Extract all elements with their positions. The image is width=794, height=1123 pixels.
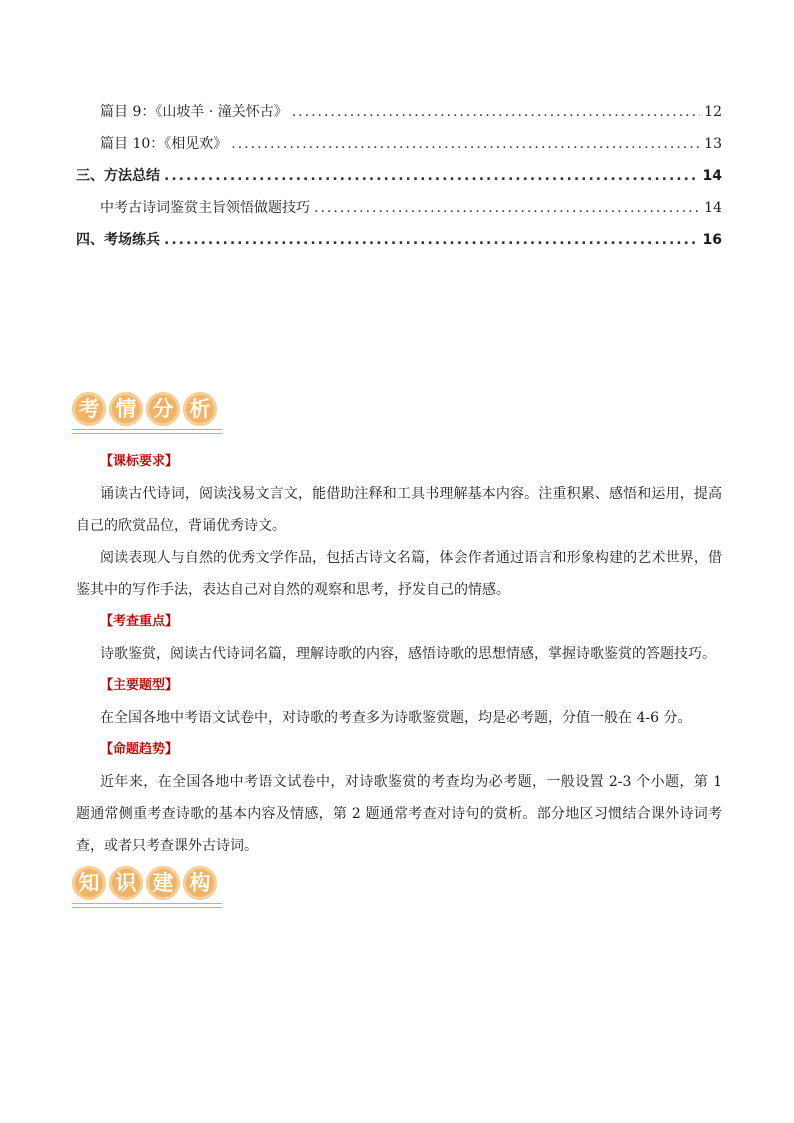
toc-entry-text: 篇目 10：《相见欢》 [100,136,228,152]
section-banner-knowledge-building [72,866,217,916]
exam-analysis-content [76,446,722,862]
banner-char: 析 [183,392,217,426]
table-of-contents [76,96,722,256]
toc-entry-text: 四、考场练兵 [76,232,160,248]
toc-entry-method-summary[interactable] [76,160,722,192]
heading-exam-trends: 【命题趋势】 [100,742,179,757]
heading-exam-focus: 【考查重点】 [100,614,179,629]
banner-underline [72,429,222,434]
paragraph: 近年来，在全国各地中考语文试卷中，对诗歌鉴赏的考查均为必考题，一般设置 2-3 个小题，第 1 题通常侧重考查诗歌的基本内容及情感，第 2 题通常考查对诗句的赏析。部分地区习惯结合课外诗词考查，或者只考查课外古诗词。 [76,774,722,854]
toc-page-number: 12 [704,104,722,120]
paragraph: 诗歌鉴赏，阅读古代诗词名篇，理解诗歌的内容，感悟诗歌的思想情感，掌握诗歌鉴赏的答题技巧。 [100,646,716,662]
section-banner-exam-analysis [72,392,217,442]
toc-entry-text: 中考古诗词鉴赏主旨领悟做题技巧 [100,200,310,216]
toc-entry-text: 三、方法总结 [76,168,160,184]
toc-entry-chapter-9[interactable] [76,96,722,128]
toc-page-number: 13 [704,136,722,152]
banner-char: 建 [146,866,180,900]
banner-char: 知 [72,866,106,900]
paragraph: 在全国各地中考语文试卷中，对诗歌的考查多为诗歌鉴赏题，均是必考题，分值一般在 4-6 分。 [100,710,692,726]
toc-entry-chapter-10[interactable] [76,128,722,160]
paragraph: 阅读表现人与自然的优秀文学作品，包括古诗文名篇，体会作者通过语言和形象构建的艺术世界，借鉴其中的写作手法，表达自己对自然的观察和思考，抒发自己的情感。 [76,550,722,598]
toc-page-number: 14 [702,168,722,184]
banner-char: 情 [109,392,143,426]
toc-leader-dots [164,224,699,256]
toc-entry-techniques[interactable] [76,192,722,224]
toc-leader-dots [164,160,699,192]
heading-curriculum-requirements: 【课标要求】 [100,454,179,469]
toc-leader-dots [231,128,700,160]
toc-leader-dots [292,96,700,128]
toc-page-number: 16 [702,232,722,248]
banner-char: 构 [183,866,217,900]
toc-leader-dots [314,192,700,224]
banner-char: 分 [146,392,180,426]
toc-entry-practice[interactable] [76,224,722,256]
toc-entry-text: 篇目 9：《山坡羊 · 潼关怀古》 [100,104,288,120]
banner-underline [72,903,222,908]
heading-question-types: 【主要题型】 [100,678,179,693]
toc-page-number: 14 [704,200,722,216]
paragraph: 诵读古代诗词，阅读浅易文言文，能借助注释和工具书理解基本内容。注重积累、感悟和运用，提高自己的欣赏品位，背诵优秀诗文。 [76,486,722,534]
banner-char: 考 [72,392,106,426]
banner-char: 识 [109,866,143,900]
